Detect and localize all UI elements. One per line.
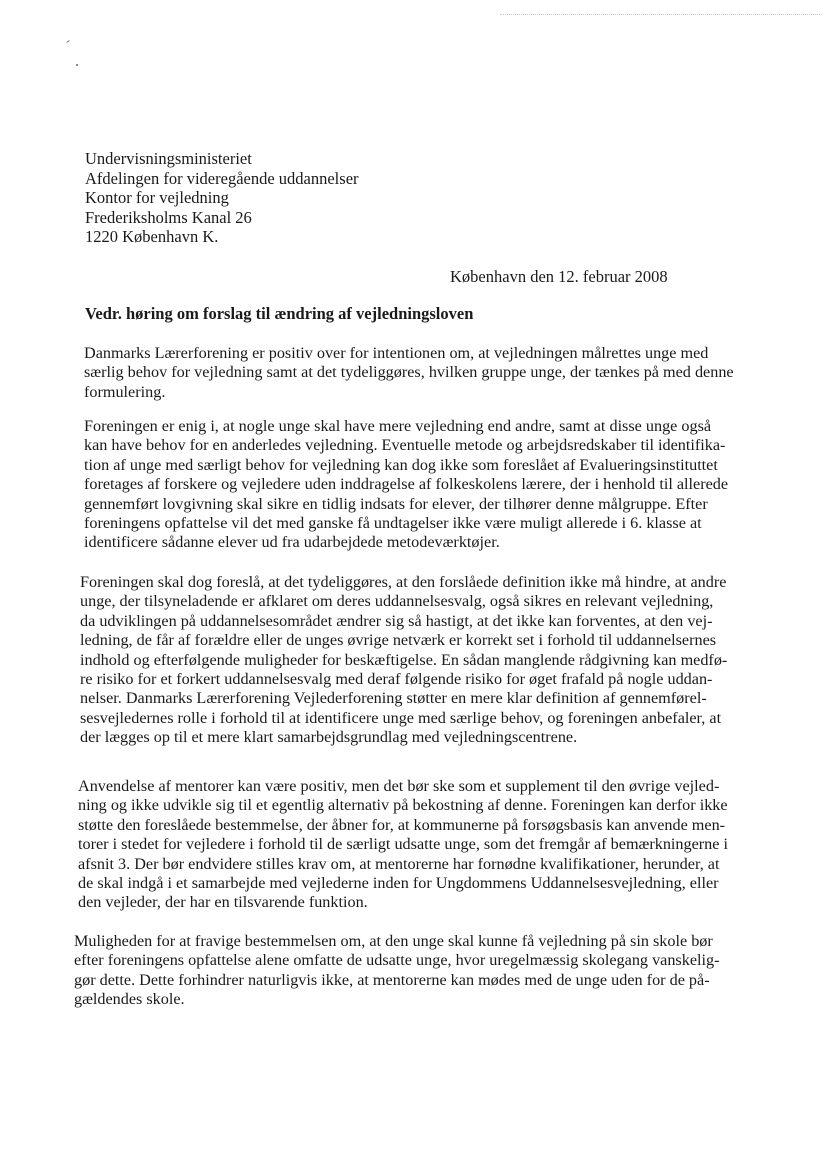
date-line: København den 12. februar 2008 [450,267,668,286]
scan-speck [76,64,78,66]
text-line: foreningens opfattelse vil det med ganske få undtagelser ikke være muligt allerede i 6. klasse at [84,514,702,533]
paragraph-2 [84,417,728,553]
scan-artifact-dots [500,14,820,19]
text-line: unge, der tilsyneladende er afklaret om deres uddannelsesvalg, også sikres en relevant vejledning, [80,592,714,611]
text-line: efter foreningens opfattelse alene omfatte de udsatte unge, hvor uregelmæssig skolegang vanskelig- [74,951,720,970]
text-line: Danmarks Lærerforening er positiv over for intentionen om, at vejledningen målrettes unge med [84,344,709,362]
text-line: der lægges op til et mere klart samarbejdsgrundlag med vejledningscentrene. [80,728,578,747]
text-line: særlig behov for vejledning samt at det tydeliggøres, hvilken gruppe unge, der tænkes på med denne [84,363,734,382]
subject-heading: Vedr. høring om forslag til ændring af vejledningsloven [85,304,474,323]
text-line: identificere sådanne elever ud fra udarbejdede metodeværktøjer. [84,533,500,552]
text-line: sesvejledernes rolle i forhold til at identificere unge med særlige behov, og foreningen anbefaler, at [80,708,722,727]
text-line: nelser. Danmarks Lærerforening Vejlederforening støtter en mere klar definition af gennemførel- [80,689,707,708]
text-line: Muligheden for at fravige bestemmelsen om, at den unge skal kunne få vejledning på sin skole bør [74,932,713,950]
text-line: foretages af forskere og vejledere uden inddragelse af folkeskolens lærere, der i henhold til allerede [84,475,729,494]
text-line: formulering. [84,382,166,401]
text-line: tion af unge med særligt behov for vejledning kan dog ikke som foreslået af Evalueringsinstituttet [84,455,718,474]
text-line: indhold og efterfølgende muligheder for beskæftigelse. En sådan manglende rådgivning kan medfø- [80,650,728,669]
text-line: kan have behov for en anderledes vejledning. Eventuelle metode og arbejdsredskaber til identifika- [84,436,726,455]
text-line: ning og ikke udvikle sig til et egentlig alternativ på bekostning af denne. Foreningen kan derfor ikke [78,796,728,815]
paragraph-5 [74,932,720,1010]
text-line: da udviklingen på uddannelsesområdet ændrer sig så hastigt, at det ikke kan forventes, at den vej- [80,611,713,630]
text-line: re risiko for et forkert uddannelsesvalg med deraf følgende risiko for øget frafald på nogle uddan- [80,670,713,689]
recipient-address [85,149,359,247]
text-line: Anvendelse af mentorer kan være positiv, men det bør ske som et supplement til den øvrige vejled- [78,777,720,795]
text-line: gældendes skole. [74,990,185,1009]
text-line: støtte den foreslåede bestemmelse, der åbner for, at kommunerne på forsøgsbasis kan anvende men- [78,815,726,834]
text-line: Foreningen er enig i, at nogle unge skal have mere vejledning end andre, samt at disse unge også [84,417,712,435]
scan-speck [66,40,70,43]
text-line: gør dette. Dette forhindrer naturligvis ikke, at mentorerne kan mødes med de unge uden for de på- [74,970,710,989]
text-line: gennemført lovgivning skal sikre en tidlig indsats for elever, der tilhører denne målgruppe. Efter [84,494,708,513]
text-line: de skal indgå i et samarbejde med vejlederne inden for Ungdommens Uddannelsesvejledning, eller [78,874,719,893]
text-line: den vejleder, der har en tilsvarende funktion. [78,893,368,912]
text-line: afsnit 3. Der bør endvidere stilles krav om, at mentorerne har fornødne kvalifikationer, herunder, at [78,854,720,873]
paragraph-1 [84,344,734,402]
address-line: Undervisningsministeriet [85,149,252,168]
address-line: 1220 København K. [85,227,219,246]
text-line: torer i stedet for vejledere i forhold til de særligt udsatte unge, som det fremgår af bemærkningerne i [78,835,728,854]
address-line: Kontor for vejledning [85,188,229,207]
address-line: Frederiksholms Kanal 26 [85,207,252,227]
text-line: ledning, de får af forældre eller de unges øvrige netværk er korrekt set i forhold til uddannelsernes [80,631,717,650]
address-line: Afdelingen for videregående uddannelser [85,168,359,188]
text-line: Foreningen skal dog foreslå, at det tydeliggøres, at den forslåede definition ikke må hindre, at andre [80,573,727,591]
paragraph-3 [80,573,727,748]
paragraph-4 [78,777,728,913]
